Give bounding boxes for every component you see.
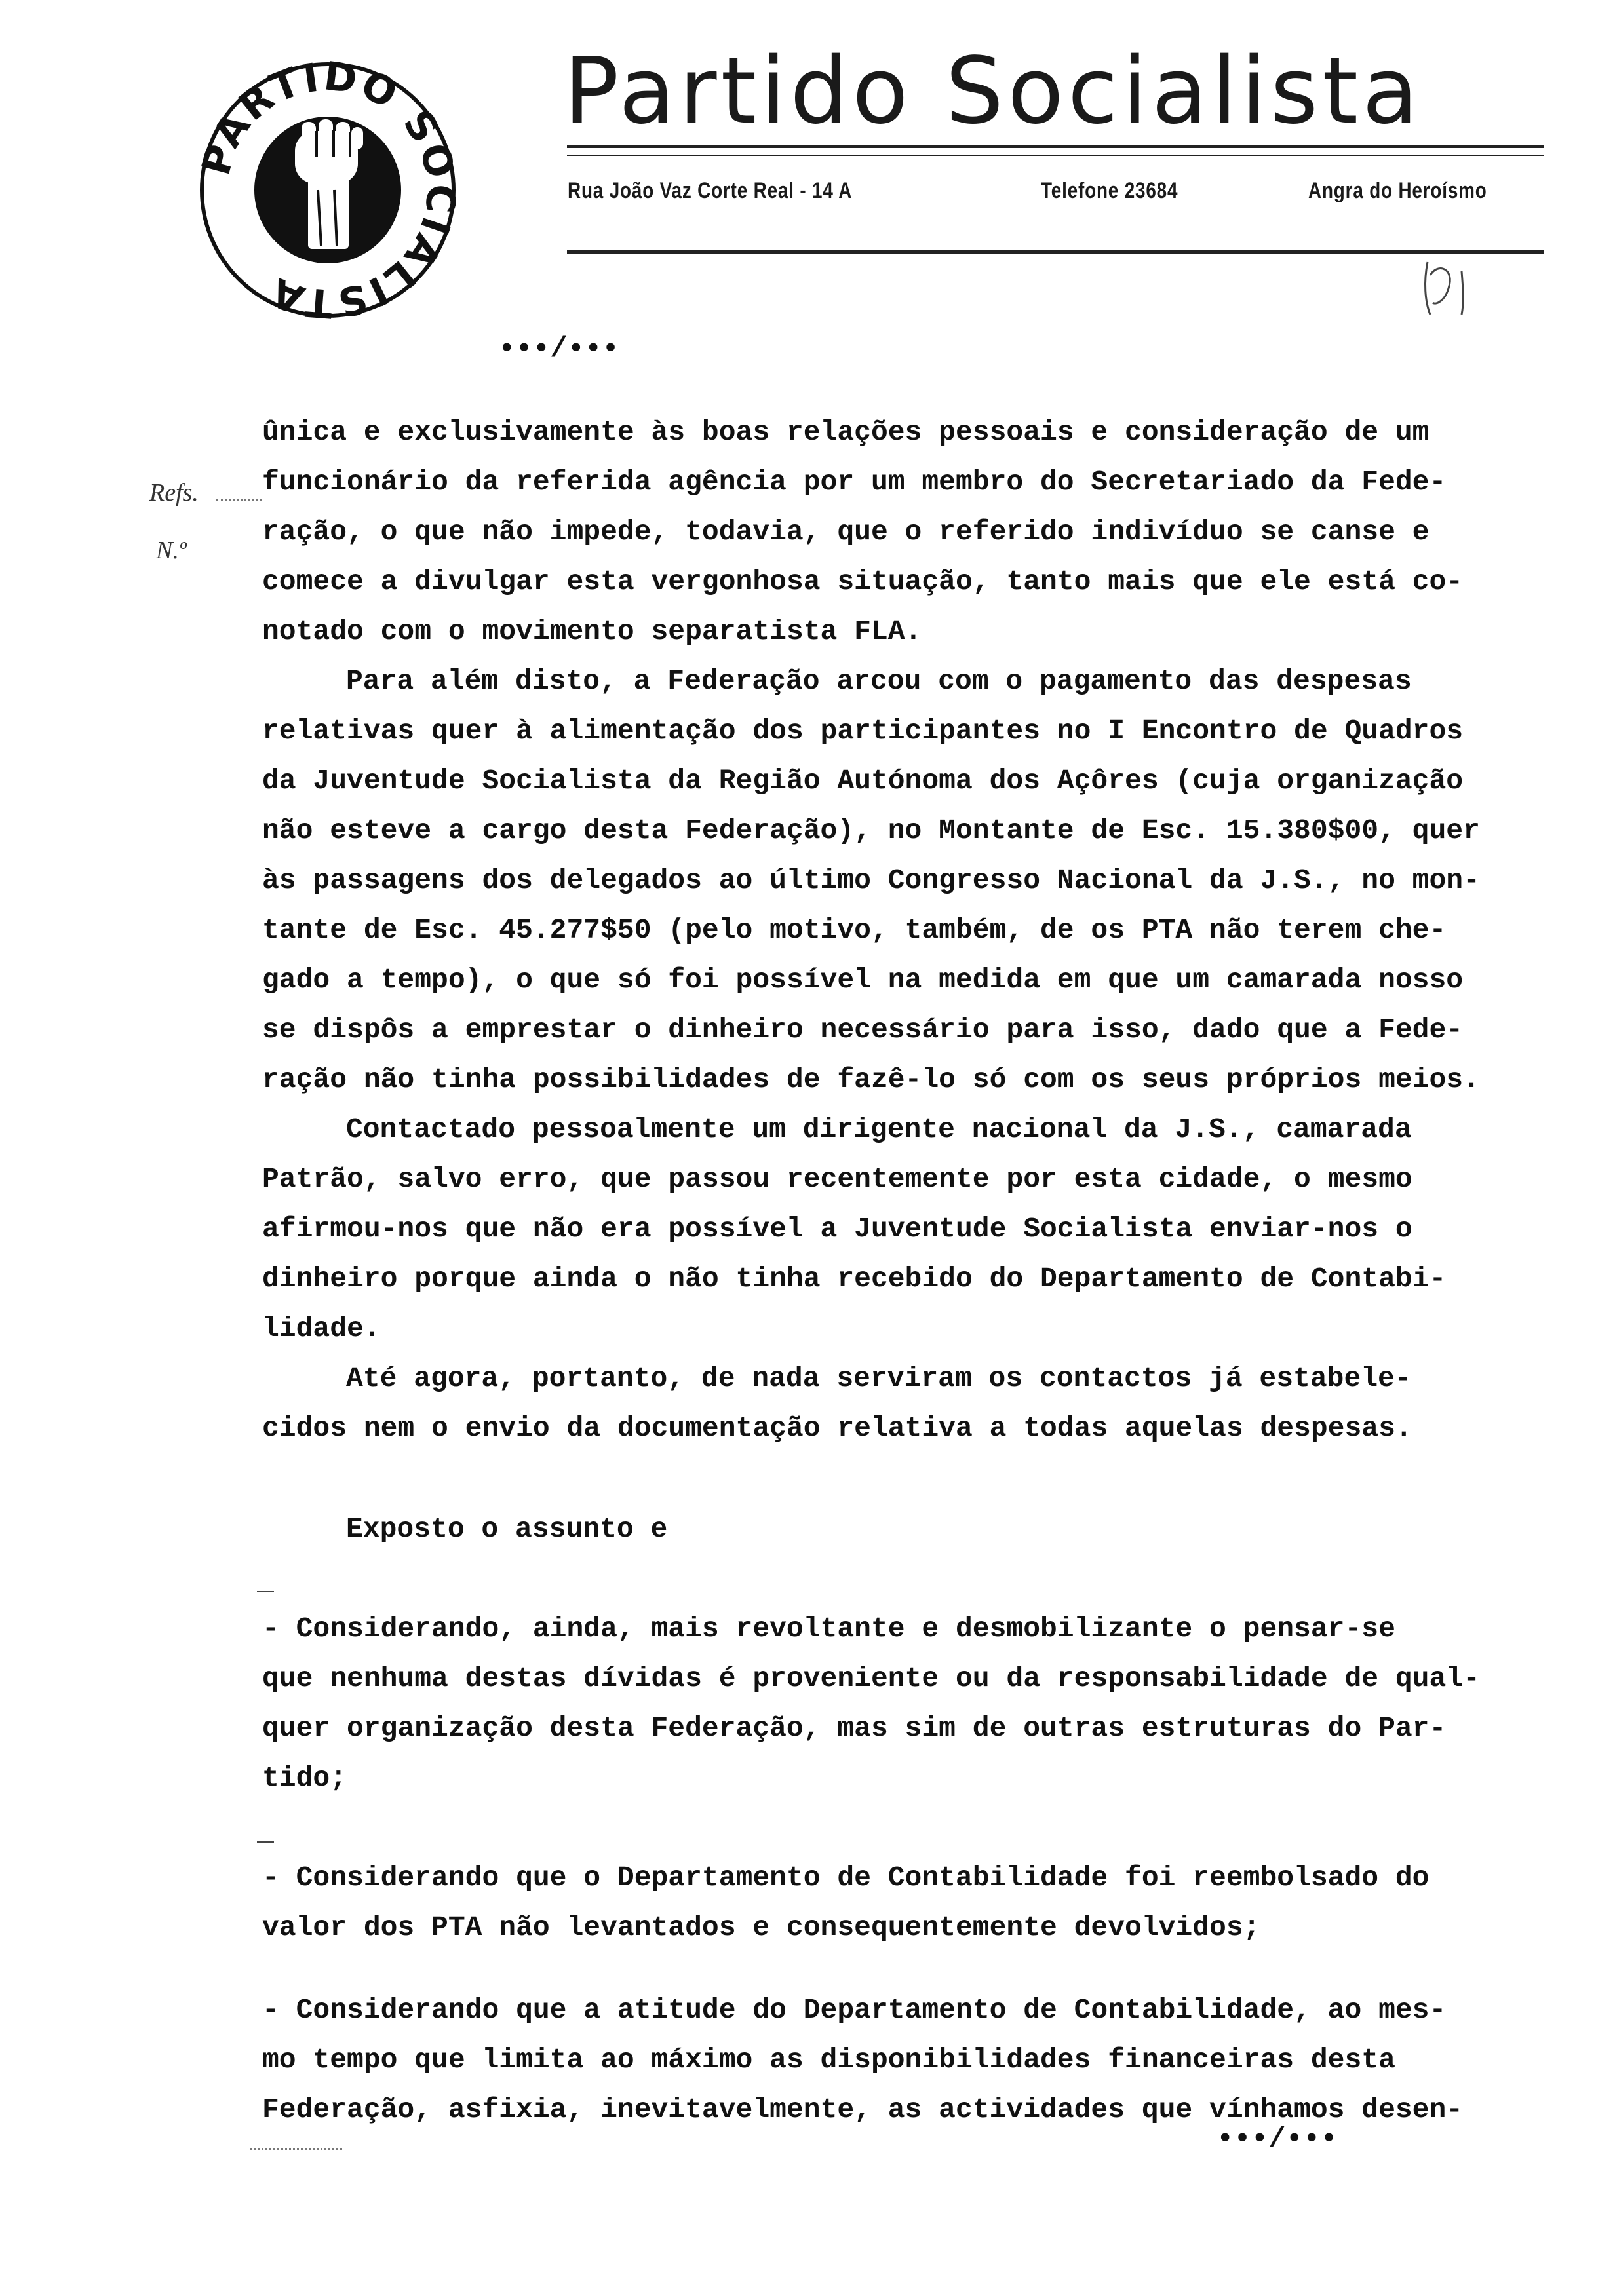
body-line: Patrão, salvo erro, que passou recentemente por esta cidade, o mesmo bbox=[262, 1163, 1412, 1195]
margin-dash bbox=[257, 1841, 274, 1843]
body-line: da Juventude Socialista da Região Autónoma dos Açôres (cuja organização bbox=[262, 765, 1464, 797]
body-line: ûnica e exclusivamente às boas relações pessoais e consideração de um bbox=[262, 416, 1430, 448]
city-text: Angra do Heroísmo bbox=[1308, 178, 1487, 203]
body-line: - Considerando que a atitude do Departamento de Contabilidade, ao mes- bbox=[262, 1994, 1447, 2026]
phone-text: Telefone 23684 bbox=[1041, 178, 1178, 203]
body-line: não esteve a cargo desta Federação), no Montante de Esc. 15.380$00, quer bbox=[262, 814, 1480, 847]
margin-number-label: N.º bbox=[156, 537, 187, 564]
body-line: cidos nem o envio da documentação relativa a todas aquelas despesas. bbox=[262, 1412, 1412, 1444]
body-line: comece a divulgar esta vergonhosa situação, tanto mais que ele está co- bbox=[262, 565, 1464, 598]
continuation-marker-top: •••/••• bbox=[498, 333, 619, 366]
handwritten-page-mark bbox=[1416, 249, 1494, 328]
bottom-dotted-mark bbox=[250, 2148, 342, 2150]
body-line: tido; bbox=[262, 1762, 347, 1794]
body-line: lidade. bbox=[262, 1312, 381, 1345]
body-line: Até agora, portanto, de nada serviram os contactos já estabele- bbox=[346, 1362, 1412, 1394]
organization-name: Partido Socialista bbox=[564, 38, 1422, 145]
header-rule-top bbox=[567, 145, 1544, 148]
header-rule-top-thin bbox=[567, 155, 1544, 156]
body-line: relativas quer à alimentação dos participantes no I Encontro de Quadros bbox=[262, 715, 1464, 747]
body-line: Exposto o assunto e bbox=[346, 1513, 668, 1545]
raised-fist-icon bbox=[197, 59, 459, 321]
body-line: funcionário da referida agência por um membro do Secretariado da Fede- bbox=[262, 466, 1447, 498]
body-line: às passagens dos delegados ao último Congresso Nacional da J.S., no mon- bbox=[262, 864, 1480, 896]
body-line: dinheiro porque ainda o não tinha recebido do Departamento de Contabi- bbox=[262, 1263, 1447, 1295]
margin-dash bbox=[257, 1591, 274, 1592]
header-rule-bottom bbox=[567, 250, 1544, 254]
body-line: notado com o movimento separatista FLA. bbox=[262, 615, 922, 647]
continuation-marker-bottom: •••/••• bbox=[1216, 2123, 1338, 2156]
body-line: afirmou-nos que não era possível a Juventude Socialista enviar-nos o bbox=[262, 1213, 1412, 1245]
body-line: tante de Esc. 45.277$50 (pelo motivo, também, de os PTA não terem che- bbox=[262, 914, 1447, 946]
body-line: - Considerando, ainda, mais revoltante e desmobilizante o pensar-se bbox=[262, 1613, 1395, 1645]
margin-refs-label: Refs. bbox=[149, 479, 199, 507]
body-line: Federação, asfixia, inevitavelmente, as actividades que vínhamos desen- bbox=[262, 2094, 1464, 2126]
body-line: quer organização desta Federação, mas sim de outras estruturas do Par- bbox=[262, 1712, 1447, 1744]
party-logo bbox=[197, 59, 459, 321]
body-line: que nenhuma destas dívidas é proveniente ou da responsabilidade de qual- bbox=[262, 1662, 1480, 1694]
body-line: se dispôs a emprestar o dinheiro necessário para isso, dado que a Fede- bbox=[262, 1014, 1464, 1046]
body-line: Para além disto, a Federação arcou com o pagamento das despesas bbox=[346, 665, 1412, 697]
body-line: - Considerando que o Departamento de Contabilidade foi reembolsado do bbox=[262, 1862, 1430, 1894]
address-text: Rua João Vaz Corte Real - 14 A bbox=[568, 178, 853, 203]
margin-dotted-line bbox=[216, 499, 262, 501]
body-line: valor dos PTA não levantados e consequentemente devolvidos; bbox=[262, 1911, 1260, 1943]
logo-ring-text: PARTIDO SO IALISTA bbox=[197, 59, 459, 321]
body-line: Contactado pessoalmente um dirigente nacional da J.S., camarada bbox=[346, 1113, 1412, 1145]
body-line: ração, o que não impede, todavia, que o referido indivíduo se canse e bbox=[262, 516, 1430, 548]
body-line: mo tempo que limita ao máximo as disponibilidades financeiras desta bbox=[262, 2044, 1395, 2076]
body-line: gado a tempo), o que só foi possível na medida em que um camarada nosso bbox=[262, 964, 1464, 996]
body-line: ração não tinha possibilidades de fazê-lo só com os seus próprios meios. bbox=[262, 1063, 1480, 1096]
